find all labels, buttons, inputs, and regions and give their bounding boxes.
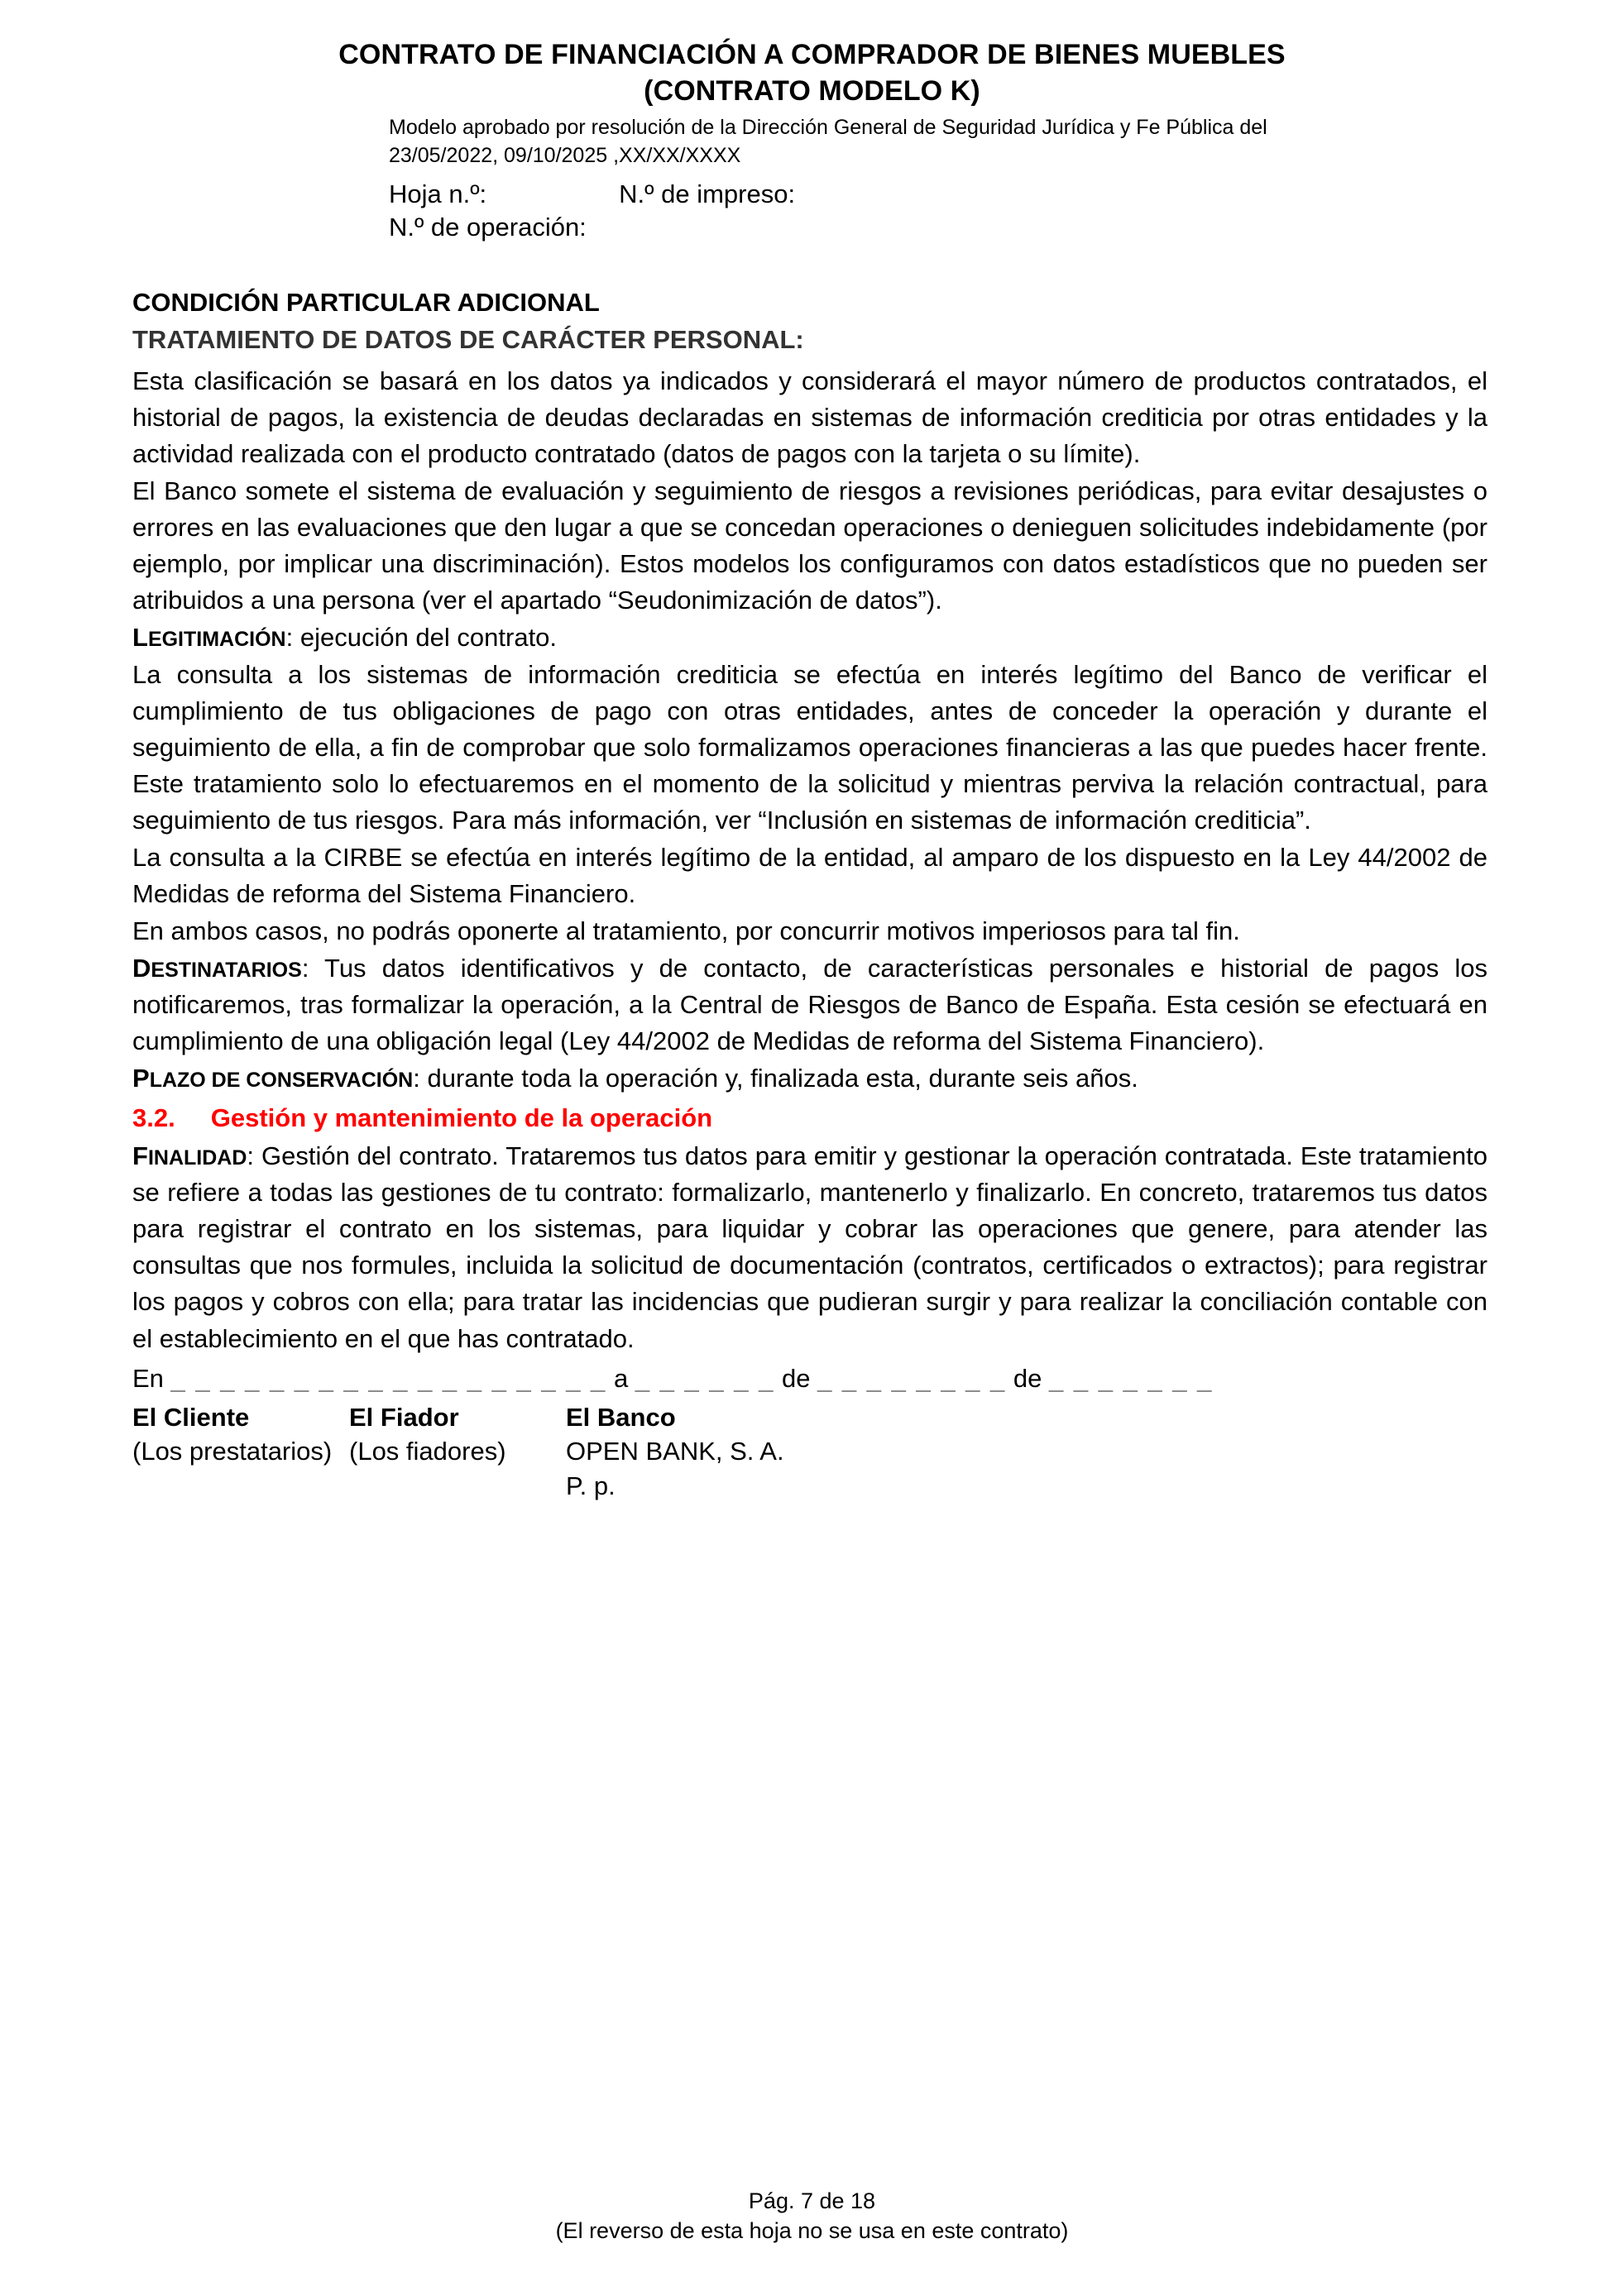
blank-day[interactable]: _ _ _ _ _ _ [635,1363,775,1393]
connector-a: a [613,1363,629,1393]
text-legitimacion: : ejecución del contrato. [285,622,558,652]
heading-3-2-title: Gestión y mantenimiento de la operación [210,1103,713,1133]
operation-number-label: N.º de operación: [389,212,587,242]
paragraph-plazo-conservacion [132,1060,1487,1097]
blank-place[interactable]: _ _ _ _ _ _ _ _ _ _ _ _ _ _ _ _ _ _ [170,1363,607,1393]
paragraph-legitimacion [132,619,1487,656]
text-finalidad: : Gestión del contrato. Trataremos tus datos para emitir y gestionar la operación contratada. Este tratamiento se refiere a todas las gestiones de tu contrato: formalizarlo, mantenerlo y finalizarlo. En concreto, trataremos tus datos para registrar el contrato en los sistemas, para liquidar y cobrar las operaciones que genere, para atender las consultas que nos formules, incluida la solicitud de documentación (contratos, certificados o extractos); para registrar los pagos y cobros con ella; para tratar las incidencias que pudieran surgir y para realizar la conciliación contable con el establecimiento en el que has contratado. [132,1141,1487,1353]
form-field-group [389,178,1624,243]
heading-3-2 [132,1102,1487,1135]
heading-3-2-number: 3.2. [132,1103,175,1133]
signature-block-fiador [349,1400,566,1504]
signature-block-banco [566,1400,784,1504]
document-title-line2: (CONTRATO MODELO K) [644,75,980,108]
approval-note-line2: 23/05/2022, 09/10/2025 ,XX/XX/XXXX [389,143,741,167]
sheet-number-label: Hoja n.º: [389,179,487,208]
signature-banco-title: El Banco [566,1402,676,1432]
connector-de-1: de [781,1363,811,1393]
document-footer [0,2186,1624,2246]
signature-banco-pp: P. p. [566,1471,616,1500]
sheet-number-row [389,178,1624,211]
paragraph-finalidad [132,1138,1487,1356]
paragraph-destinatarios [132,950,1487,1060]
label-plazo-conservacion: PLAZO DE CONSERVACIÓN [132,1064,414,1093]
signature-banco-name: OPEN BANK, S. A. [566,1437,784,1466]
heading-3-2-gap [175,1103,211,1132]
paragraph-clasificacion: Esta clasificación se basará en los datos ya indicados y considerará el mayor número de productos contratados, el historial de pagos, la existencia de deudas declaradas en sistemas de información crediticia por otras entidades y la actividad realizada con el producto contratado (datos de pagos con la tarjeta o su límite). [132,366,1487,468]
blank-year[interactable]: _ _ _ _ _ _ _ [1049,1363,1214,1393]
label-legitimacion: LEGITIMACIÓN [132,622,286,652]
approval-note [389,114,1382,170]
text-plazo-conservacion: : durante toda la operación y, finalizada esta, durante seis años. [413,1064,1138,1093]
label-destinatarios: DESTINATARIOS [132,954,302,983]
place-prefix: En [132,1363,164,1393]
footer-page-number: Pág. 7 de 18 [748,2188,876,2213]
form-number-label: N.º de impreso: [619,179,796,208]
signature-fiador-sub: (Los fiadores) [349,1437,506,1466]
approval-note-line1: Modelo aprobado por resolución de la Dirección General de Seguridad Jurídica y Fe Pública del [389,116,1267,140]
heading-tratamiento-datos: TRATAMIENTO DE DATOS DE CARÁCTER PERSONAL: [132,324,804,354]
paragraph-consulta-crediticia: La consulta a los sistemas de información crediticia se efectúa en interés legítimo del Banco de verificar el cumplimiento de tus obligaciones de pago con otras entidades, antes de conceder la operación y durante el seguimiento de ella, a fin de comprobar que solo formalizamos operaciones financieras a las que puedes hacer frente. Este tratamiento solo lo efectuaremos en el momento de la solicitud y mientras perviva la relación contractual, para seguimiento de tus riesgos. Para más información, ver “Inclusión en sistemas de información crediticia”. [132,659,1487,835]
paragraph-banco-revisiones: El Banco somete el sistema de evaluación y seguimiento de riesgos a revisiones periódicas, para evitar desajustes o errores en las evaluaciones que den lugar a que se concedan operaciones o denieguen solicitudes indebidamente (por ejemplo, por implicar una discriminación). Estos modelos los configuramos con datos estadísticos que no pueden ser atribuidos a una persona (ver el apartado “Seudonimización de datos”). [132,476,1487,615]
blank-month[interactable]: _ _ _ _ _ _ _ _ [817,1363,1007,1393]
footer-note: (El reverso de esta hoja no se usa en este contrato) [555,2218,1069,2244]
signature-cliente-sub: (Los prestatarios) [132,1437,333,1466]
document-title-line1: CONTRATO DE FINANCIACIÓN A COMPRADOR DE BIENES MUEBLES [338,39,1286,70]
signature-row [132,1400,1487,1504]
place-and-date-line [132,1362,1487,1395]
label-finalidad: FINALIDAD [132,1141,247,1171]
text-destinatarios: : Tus datos identificativos y de contacto, de características personales e historial de pagos los notificaremos, tras formalizar la operación, a la Central de Riesgos de Banco de España. Esta cesión se efectuará en cumplimiento de una obligación legal (Ley 44/2002 de Medidas de reforma del Sistema Financiero). [132,954,1487,1056]
document-body [132,286,1487,1503]
paragraph-ambos-casos: En ambos casos, no podrás oponerte al tratamiento, por concurrir motivos imperiosos para tal fin. [132,916,1240,946]
signature-cliente-title: El Cliente [132,1402,250,1432]
signature-fiador-title: El Fiador [349,1402,459,1432]
document-header [0,0,1624,243]
paragraph-cirbe: La consulta a la CIRBE se efectúa en interés legítimo de la entidad, al amparo de los dispuesto en la Ley 44/2002 de Medidas de reforma del Sistema Financiero. [132,843,1487,909]
heading-condicion-particular: CONDICIÓN PARTICULAR ADICIONAL [132,288,600,318]
signature-block-cliente [132,1400,349,1504]
connector-de-2: de [1013,1363,1042,1393]
document-title [124,36,1500,109]
header-body-spacer [0,243,1624,286]
operation-number-row [389,211,1624,244]
